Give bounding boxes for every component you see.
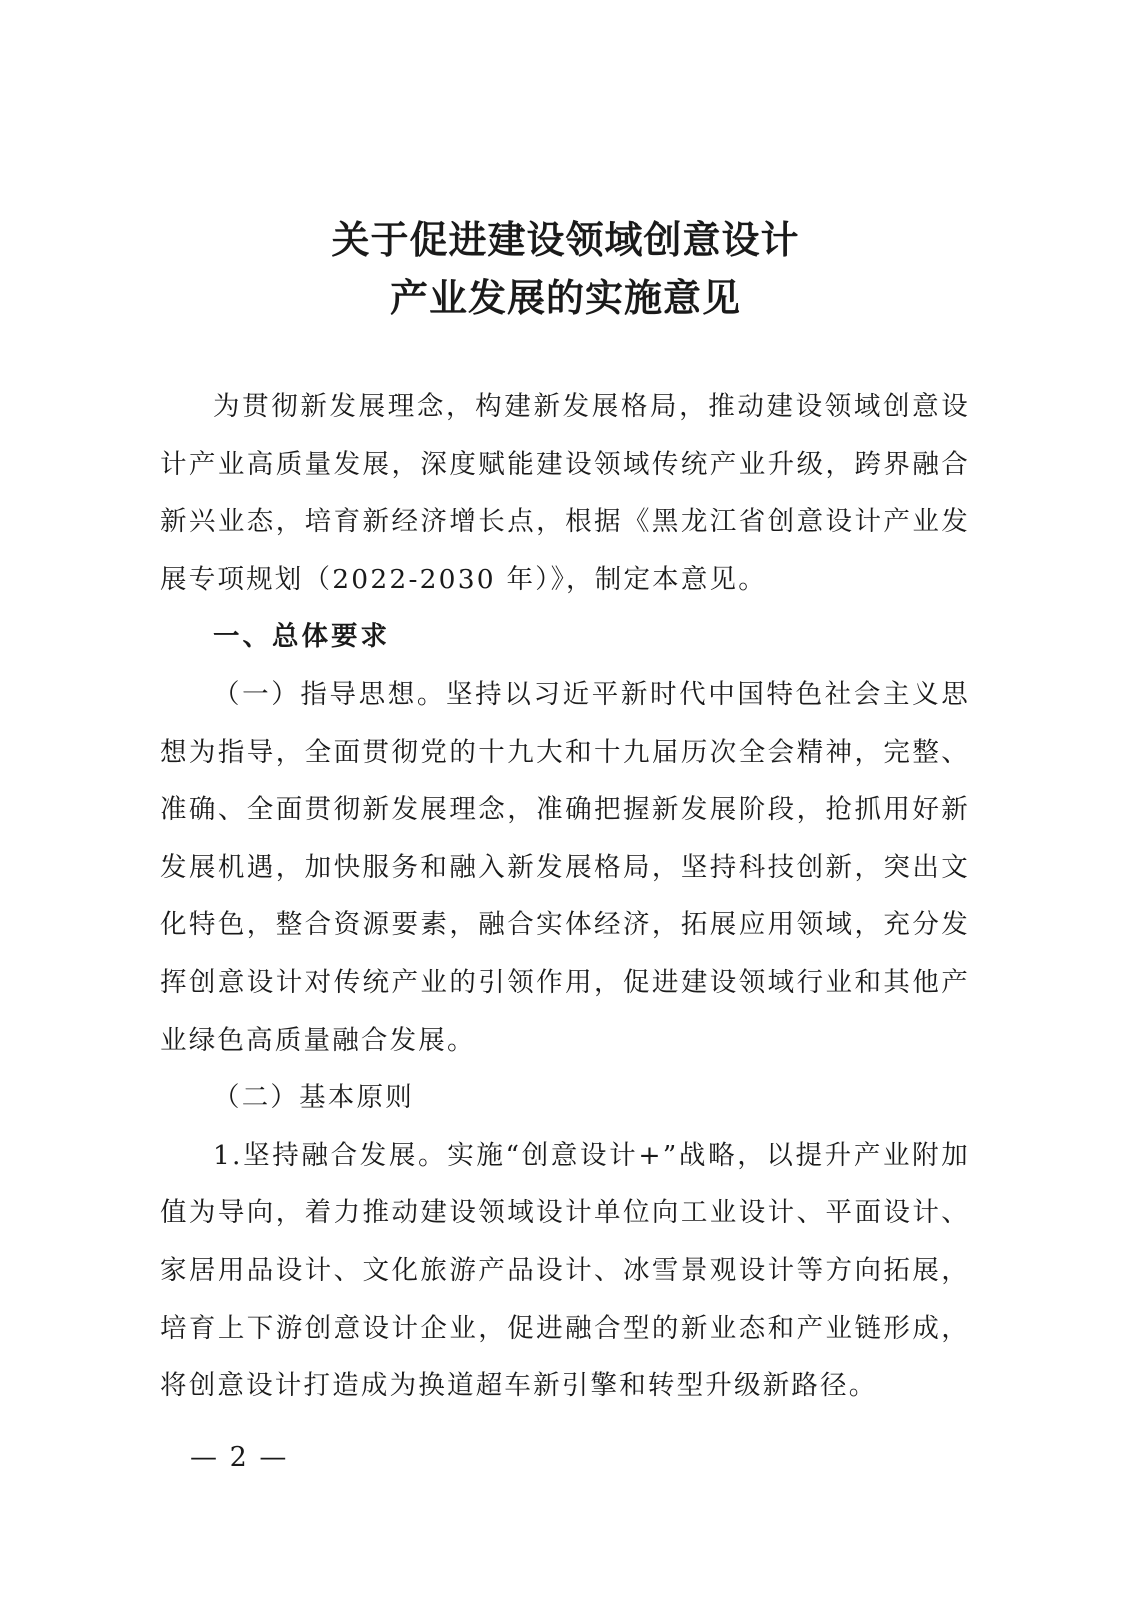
intro-paragraph: 为贯彻新发展理念，构建新发展格局，推动建设领域创意设计产业高质量发展，深度赋能建设领域传统产业升级，跨界融合新兴业态，培育新经济增长点，根据《黑龙江省创意设计产业发展专项规划（2022-2030 年）》，制定本意见。	[160, 391, 970, 595]
subsection-heading-basic-principles: （二）基本原则	[213, 1082, 414, 1114]
guiding-ideology-paragraph: （一）指导思想。坚持以习近平新时代中国特色社会主义思想为指导，全面贯彻党的十九大和十九届历次全会精神，完整、准确、全面贯彻新发展理念，准确把握新发展阶段，抢抓用好新发展机遇，加快服务和融入新发展格局，坚持科技创新，突出文化特色，整合资源要素，融合实体经济，拓展应用领域，充分发挥创意设计对传统产业的引领作用，促进建设领域行业和其他产业绿色高质量融合发展。	[160, 678, 970, 1056]
principle-1-paragraph: 1.坚持融合发展。实施“创意设计+”战略，以提升产业附加值为导向，着力推动建设领域设计单位向工业设计、平面设计、家居用品设计、文化旅游产品设计、冰雪景观设计等方向拓展，培育上下游创意设计企业，促进融合型的新业态和产业链形成，将创意设计打造成为换道超车新引擎和转型升级新路径。	[160, 1139, 970, 1402]
document-title-line-2: 产业发展的实施意见	[389, 276, 741, 320]
document-title-line-1: 关于促进建设领域创意设计	[331, 218, 800, 262]
section-heading-general-requirements: 一、总体要求	[213, 621, 390, 653]
page-number: — 2 —	[190, 1442, 289, 1473]
document-body	[160, 378, 970, 1415]
